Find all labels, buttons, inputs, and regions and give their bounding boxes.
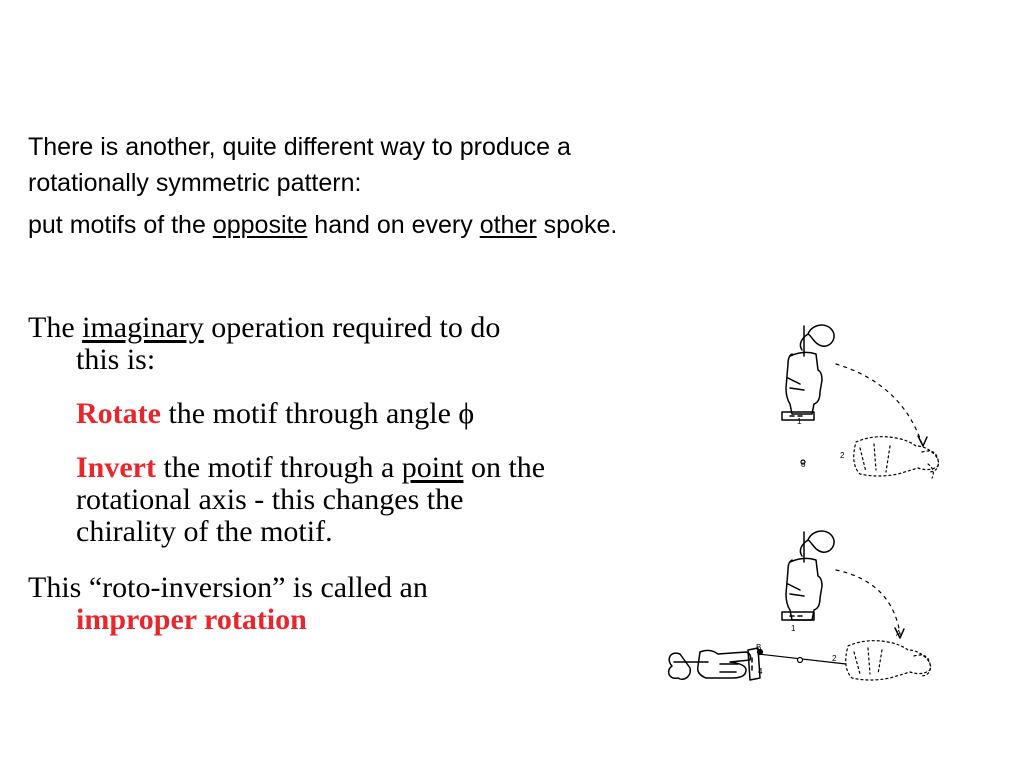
hand-up-icon-top bbox=[782, 325, 834, 420]
intro-line-1: There is another, quite different way to produce a bbox=[28, 133, 571, 161]
arrowhead-top bbox=[918, 436, 927, 446]
label-bottom-4: 4 bbox=[758, 667, 763, 676]
bullet-roto-inversion bbox=[28, 572, 548, 636]
inversion-point bbox=[798, 658, 803, 663]
intro-line-3 bbox=[28, 207, 848, 243]
rotation-arc-bottom bbox=[836, 570, 900, 634]
bullet-1-part-b: operation required to do this is: bbox=[76, 311, 501, 376]
roto-inversion-figure bbox=[660, 312, 960, 712]
hand-left-icon-bottom bbox=[669, 648, 760, 680]
label-bottom-2: 2 bbox=[832, 654, 837, 663]
hand-sideways-icon-top bbox=[854, 437, 939, 478]
intro-line-3-part-b: hand on every bbox=[307, 211, 480, 239]
rotation-arc-top bbox=[836, 364, 922, 444]
sub-bullet-rotate bbox=[28, 398, 548, 430]
label-top-2: 2 bbox=[840, 451, 845, 460]
label-top-o: o bbox=[801, 460, 806, 469]
label-bottom-b: B bbox=[756, 643, 762, 652]
hand-sideways-icon-bottom bbox=[846, 641, 931, 680]
bullet-imaginary-operation bbox=[28, 312, 548, 376]
phi-symbol: ϕ bbox=[458, 397, 475, 430]
sub-bullet-invert bbox=[28, 452, 548, 548]
rotate-keyword: Rotate bbox=[76, 397, 161, 430]
intro-line-3-part-a: put motifs of the bbox=[28, 211, 213, 239]
opposite-underlined: opposite bbox=[212, 211, 308, 239]
intro-line-2: rotationally symmetric pattern: bbox=[28, 169, 362, 197]
rotate-text: the motif through angle bbox=[160, 397, 459, 430]
invert-keyword: Invert bbox=[76, 451, 156, 484]
intro-line-3-part-c: spoke. bbox=[536, 211, 618, 239]
improper-rotation-keyword: improper rotation bbox=[76, 603, 307, 636]
invert-text-2: on the rotational axis - this changes the chirality of the motif. bbox=[76, 451, 546, 548]
label-bottom-a: A bbox=[896, 629, 902, 638]
other-underlined: other bbox=[479, 211, 537, 239]
point-underlined: point bbox=[401, 451, 464, 484]
label-top-1: 1 bbox=[797, 417, 802, 426]
invert-text: the motif through a bbox=[155, 451, 402, 484]
bullet-2-text: This “roto-inversion” is called an bbox=[28, 571, 428, 604]
hand-up-icon-bottom bbox=[782, 531, 834, 620]
label-bottom-1: 1 bbox=[791, 624, 796, 633]
intro-text bbox=[28, 129, 848, 243]
body-text bbox=[28, 312, 548, 636]
bullet-1-part-a: The bbox=[28, 311, 83, 344]
imaginary-underlined: imaginary bbox=[82, 311, 204, 344]
